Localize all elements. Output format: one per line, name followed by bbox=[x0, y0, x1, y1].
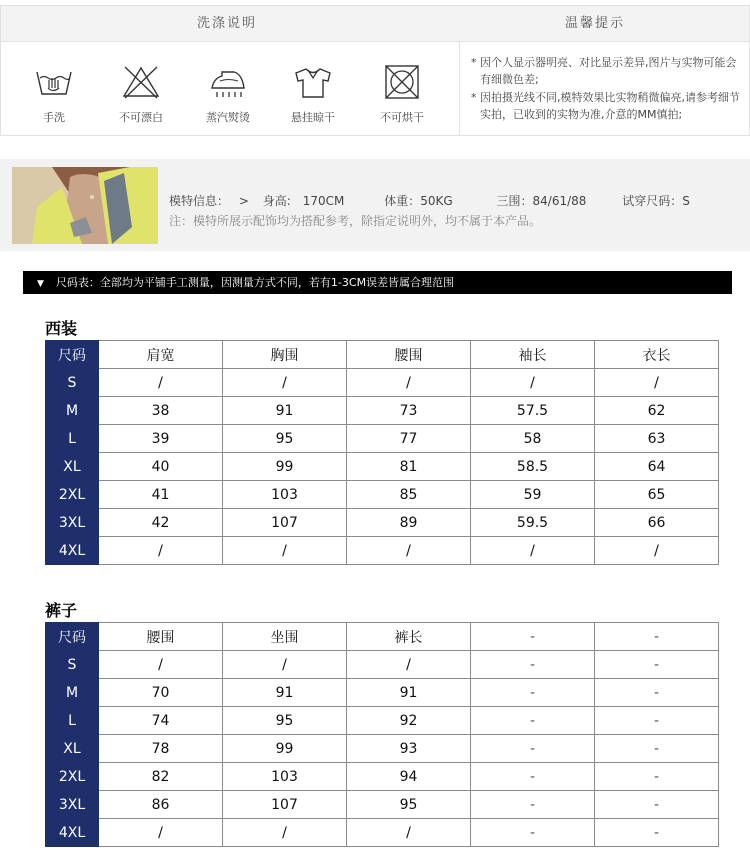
value-cell: 99 bbox=[223, 735, 347, 763]
model-measurements bbox=[169, 192, 690, 209]
size-cell: 3XL bbox=[46, 791, 99, 819]
care-label-no-bleach: 不可漂白 bbox=[119, 111, 163, 124]
no-bleach-icon bbox=[121, 64, 161, 100]
care-divider bbox=[459, 42, 460, 136]
value-cell: / bbox=[471, 537, 595, 565]
suit-size-table bbox=[45, 340, 719, 565]
column-header: 坐围 bbox=[223, 623, 347, 651]
model-weight: 体重：50KG bbox=[384, 194, 453, 208]
value-cell: - bbox=[595, 763, 719, 791]
size-notice-bar bbox=[23, 271, 732, 294]
size-cell: S bbox=[46, 651, 99, 679]
value-cell: / bbox=[347, 819, 471, 847]
value-cell: 91 bbox=[347, 679, 471, 707]
size-key-header: 尺码 bbox=[46, 341, 99, 369]
hand-wash-icon bbox=[34, 64, 74, 100]
tip-item bbox=[471, 89, 741, 123]
tip-item bbox=[471, 54, 741, 88]
table-row bbox=[46, 763, 719, 791]
value-cell: 70 bbox=[99, 679, 223, 707]
column-header: 衣长 bbox=[595, 341, 719, 369]
table-row bbox=[46, 537, 719, 565]
value-cell: / bbox=[99, 369, 223, 397]
value-cell: 85 bbox=[347, 481, 471, 509]
value-cell: - bbox=[595, 735, 719, 763]
suit-section-title: 西装 bbox=[45, 319, 78, 338]
value-cell: / bbox=[223, 537, 347, 565]
model-trial-size: 试穿尺码：S bbox=[622, 194, 690, 208]
model-info-band bbox=[0, 159, 750, 251]
value-cell: - bbox=[471, 763, 595, 791]
size-cell: M bbox=[46, 397, 99, 425]
column-header: 腰围 bbox=[99, 623, 223, 651]
value-cell: 74 bbox=[99, 707, 223, 735]
size-cell: 4XL bbox=[46, 819, 99, 847]
model-photo bbox=[12, 167, 158, 244]
model-three-sizes: 三围：84/61/88 bbox=[496, 194, 587, 208]
table-header-row bbox=[46, 623, 719, 651]
value-cell: - bbox=[471, 735, 595, 763]
value-cell: 57.5 bbox=[471, 397, 595, 425]
value-cell: / bbox=[347, 537, 471, 565]
value-cell: 59 bbox=[471, 481, 595, 509]
value-cell: 91 bbox=[223, 397, 347, 425]
value-cell: 107 bbox=[223, 791, 347, 819]
hang-dry-icon bbox=[293, 64, 333, 100]
table-row bbox=[46, 425, 719, 453]
value-cell: 95 bbox=[223, 707, 347, 735]
care-label-steam-iron: 蒸汽熨烫 bbox=[206, 111, 250, 124]
value-cell: 89 bbox=[347, 509, 471, 537]
value-cell: 95 bbox=[223, 425, 347, 453]
value-cell: / bbox=[223, 819, 347, 847]
value-cell: - bbox=[471, 679, 595, 707]
size-cell: 2XL bbox=[46, 763, 99, 791]
column-header: 胸围 bbox=[223, 341, 347, 369]
tip-text: 因个人显示器明亮、对比显示差异,图片与实物可能会有细微色差; bbox=[480, 56, 737, 86]
model-note: 注：模特所展示配饰均为搭配参考，除指定说明外，均不属于本产品。 bbox=[169, 214, 542, 228]
value-cell: / bbox=[471, 369, 595, 397]
value-cell: / bbox=[223, 369, 347, 397]
value-cell: 99 bbox=[223, 453, 347, 481]
value-cell: 73 bbox=[347, 397, 471, 425]
value-cell: 92 bbox=[347, 707, 471, 735]
size-cell: L bbox=[46, 425, 99, 453]
model-height: 身高: 170CM bbox=[262, 194, 345, 208]
value-cell: 91 bbox=[223, 679, 347, 707]
warm-tips-title: 温馨提示 bbox=[565, 16, 626, 31]
table-row bbox=[46, 651, 719, 679]
size-cell: 4XL bbox=[46, 537, 99, 565]
table-row bbox=[46, 481, 719, 509]
value-cell: / bbox=[595, 369, 719, 397]
table-row bbox=[46, 397, 719, 425]
tip-bullet: * bbox=[471, 56, 477, 69]
size-key-header: 尺码 bbox=[46, 623, 99, 651]
value-cell: - bbox=[595, 819, 719, 847]
value-cell: 58 bbox=[471, 425, 595, 453]
value-cell: 93 bbox=[347, 735, 471, 763]
value-cell: 64 bbox=[595, 453, 719, 481]
size-cell: M bbox=[46, 679, 99, 707]
value-cell: 63 bbox=[595, 425, 719, 453]
table-header-row bbox=[46, 341, 719, 369]
value-cell: - bbox=[471, 819, 595, 847]
column-header: 裤长 bbox=[347, 623, 471, 651]
value-cell: 94 bbox=[347, 763, 471, 791]
value-cell: - bbox=[471, 791, 595, 819]
value-cell: 38 bbox=[99, 397, 223, 425]
value-cell: 40 bbox=[99, 453, 223, 481]
value-cell: 86 bbox=[99, 791, 223, 819]
value-cell: / bbox=[99, 651, 223, 679]
value-cell: / bbox=[223, 651, 347, 679]
size-cell: S bbox=[46, 369, 99, 397]
care-label-hand-wash: 手洗 bbox=[43, 111, 65, 124]
care-header bbox=[1, 6, 749, 42]
model-info-label: 模特信息： bbox=[169, 194, 230, 208]
column-header: 肩宽 bbox=[99, 341, 223, 369]
value-cell: 65 bbox=[595, 481, 719, 509]
value-cell: 103 bbox=[223, 763, 347, 791]
table-row bbox=[46, 369, 719, 397]
value-cell: 59.5 bbox=[471, 509, 595, 537]
table-row bbox=[46, 679, 719, 707]
value-cell: 77 bbox=[347, 425, 471, 453]
pants-size-table bbox=[45, 622, 719, 847]
care-label-no-tumble-dry: 不可烘干 bbox=[380, 111, 424, 124]
no-tumble-dry-icon bbox=[382, 64, 422, 100]
table-row bbox=[46, 453, 719, 481]
steam-iron-icon bbox=[208, 64, 248, 100]
value-cell: 39 bbox=[99, 425, 223, 453]
triangle-down-icon: ▼ bbox=[37, 279, 44, 289]
value-cell: - bbox=[595, 791, 719, 819]
table-row bbox=[46, 791, 719, 819]
value-cell: / bbox=[347, 651, 471, 679]
value-cell: 42 bbox=[99, 509, 223, 537]
value-cell: 62 bbox=[595, 397, 719, 425]
pants-section-title: 裤子 bbox=[45, 601, 78, 620]
value-cell: / bbox=[347, 369, 471, 397]
table-row bbox=[46, 707, 719, 735]
size-cell: 2XL bbox=[46, 481, 99, 509]
size-cell: L bbox=[46, 707, 99, 735]
column-header: - bbox=[471, 623, 595, 651]
size-cell: 3XL bbox=[46, 509, 99, 537]
value-cell: 107 bbox=[223, 509, 347, 537]
value-cell: 82 bbox=[99, 763, 223, 791]
value-cell: / bbox=[99, 819, 223, 847]
size-cell: XL bbox=[46, 735, 99, 763]
value-cell: - bbox=[471, 707, 595, 735]
table-row bbox=[46, 819, 719, 847]
tip-bullet: * bbox=[471, 91, 477, 104]
model-info-arrow: > bbox=[238, 194, 249, 208]
warm-tips bbox=[471, 54, 741, 124]
value-cell: 81 bbox=[347, 453, 471, 481]
size-notice-text: 尺码表：全部均为平铺手工测量，因测量方式不同，若有1-3CM误差皆属合理范围 bbox=[55, 276, 455, 289]
column-header: 袖长 bbox=[471, 341, 595, 369]
wash-instructions-title: 洗涤说明 bbox=[197, 16, 258, 31]
value-cell: 66 bbox=[595, 509, 719, 537]
tip-text: 因拍摄光线不同,模特效果比实物稍微偏亮,请参考细节实拍，已收到的实物为准,介意的MM慎拍; bbox=[480, 91, 740, 121]
value-cell: 58.5 bbox=[471, 453, 595, 481]
column-header: - bbox=[595, 623, 719, 651]
value-cell: / bbox=[595, 537, 719, 565]
value-cell: 78 bbox=[99, 735, 223, 763]
care-label-hang-dry: 悬挂晾干 bbox=[291, 111, 335, 124]
value-cell: - bbox=[595, 707, 719, 735]
value-cell: - bbox=[595, 651, 719, 679]
value-cell: - bbox=[471, 651, 595, 679]
column-header: 腰围 bbox=[347, 341, 471, 369]
value-cell: 41 bbox=[99, 481, 223, 509]
care-instructions-panel bbox=[0, 5, 750, 136]
value-cell: - bbox=[595, 679, 719, 707]
table-row bbox=[46, 735, 719, 763]
value-cell: 103 bbox=[223, 481, 347, 509]
size-cell: XL bbox=[46, 453, 99, 481]
value-cell: / bbox=[99, 537, 223, 565]
table-row bbox=[46, 509, 719, 537]
value-cell: 95 bbox=[347, 791, 471, 819]
